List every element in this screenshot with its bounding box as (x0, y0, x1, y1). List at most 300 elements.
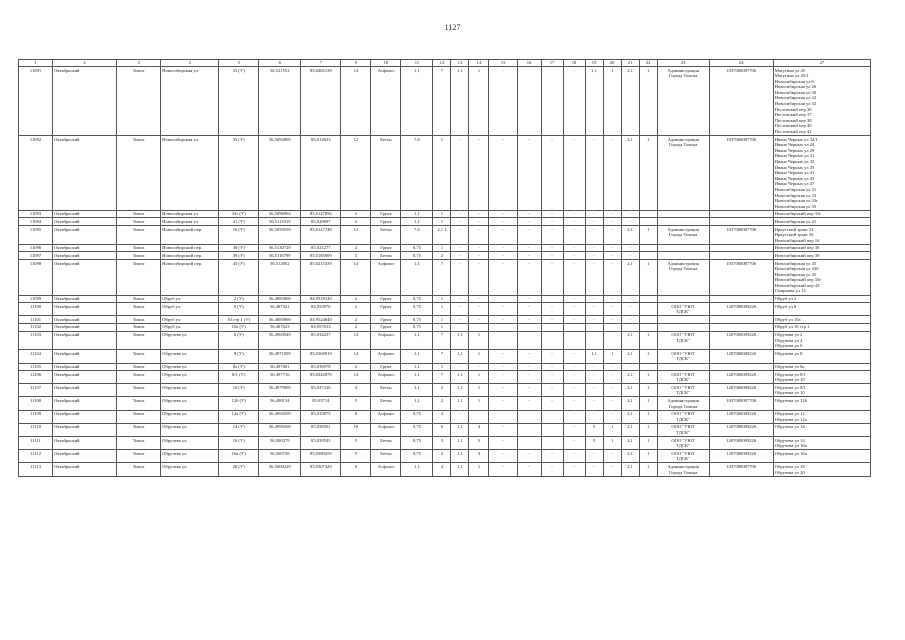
city-cell: Томск (117, 437, 161, 450)
served-address: Новосибирская ул 33г (774, 198, 819, 204)
surface-cell: Бетон (371, 397, 401, 410)
col22-cell: 1 (639, 136, 657, 211)
col14-cell: 5 (469, 437, 489, 450)
surface-cell: Асфальт (371, 463, 401, 476)
table-row (19, 244, 871, 252)
col21-cell: 2,1 (621, 423, 639, 436)
latitude-cell: 56,487623 (259, 323, 301, 331)
column-number-cell: 14 (469, 60, 489, 67)
col18-cell: - (563, 350, 585, 363)
width-cell: 2 (341, 295, 371, 303)
house-cell: 10а (У) (219, 323, 259, 331)
col22-cell: 1 (639, 423, 657, 436)
row-number-cell: 11111 (19, 437, 53, 450)
longitude-cell: 85,0147856 (301, 210, 341, 218)
col20-cell (603, 323, 621, 331)
owner-cell (657, 244, 709, 252)
served-address: Новосибирский пер 33г (774, 211, 822, 217)
col12-cell: 7 (433, 371, 451, 384)
surface-cell: Грунт (371, 210, 401, 218)
col15-cell: - (489, 350, 517, 363)
col19-cell: - (585, 210, 603, 218)
col21-cell: - (621, 210, 639, 218)
table-row (19, 437, 871, 450)
col22-cell (639, 210, 657, 218)
row-number-cell: 11093 (19, 210, 53, 218)
col14-cell: 1 (469, 371, 489, 384)
col12-cell: 2 (433, 450, 451, 463)
col14-cell: - (469, 136, 489, 211)
col12-cell: 1 (433, 218, 451, 226)
col21-cell: 2,1 (621, 384, 639, 397)
city-cell: Томск (117, 295, 161, 303)
table-row (19, 323, 871, 331)
col12-cell: 4 (433, 463, 451, 476)
col21-cell: 2,1 (621, 226, 639, 245)
col17-cell: - (541, 384, 563, 397)
col13-cell: 1,1 (451, 450, 469, 463)
ogrn-cell (709, 295, 773, 303)
street-cell: Обручева ул. (161, 384, 219, 397)
column-number-cell: 16 (517, 60, 541, 67)
col21-cell: - (621, 218, 639, 226)
col16-cell: - (517, 350, 541, 363)
house-cell: 33 (У) (219, 67, 259, 136)
col14-cell (469, 323, 489, 331)
col20-cell: - (603, 136, 621, 211)
house-cell: 14 (У) (219, 423, 259, 436)
col16-cell: - (517, 136, 541, 211)
col19-cell: - (585, 363, 603, 371)
col16-cell (517, 323, 541, 331)
col17-cell: - (541, 244, 563, 252)
width-cell: 2 (341, 363, 371, 371)
col12-cell: 2 (433, 397, 451, 410)
col15-cell: - (489, 384, 517, 397)
col15-cell: - (489, 437, 517, 450)
owner-line: ТДСК" (676, 443, 690, 449)
owner-line: ООО "УЮТ (671, 303, 695, 309)
street-cell: Новосибирская ул. (161, 210, 219, 218)
col18-cell: - (563, 450, 585, 463)
table-row (19, 331, 871, 350)
col13-cell: 1,1 (451, 423, 469, 436)
length-cell: 1,1 (401, 210, 433, 218)
col14-cell: 1 (469, 67, 489, 136)
col19-cell: - (585, 303, 603, 316)
ogrn-cell: 1207000009226 (709, 350, 773, 363)
col13-cell: 1,1 (451, 350, 469, 363)
col13-cell: - (451, 210, 469, 218)
surface-cell: Асфальт (371, 331, 401, 350)
longitude-cell: 85,034237 (301, 331, 341, 350)
house-cell: 33г (У) (219, 210, 259, 218)
owner-line: ООО "УЮТ (671, 350, 695, 356)
col20-cell: - (603, 252, 621, 260)
col22-cell (639, 323, 657, 331)
district-cell: Октябрьский (53, 295, 117, 303)
col18-cell: - (563, 252, 585, 260)
table-row (19, 67, 871, 136)
col17-cell: - (541, 371, 563, 384)
col17-cell: - (541, 397, 563, 410)
column-number-cell: 4 (161, 60, 219, 67)
served-addresses-cell (773, 295, 870, 303)
served-address: Смирнова ул 14 (774, 288, 806, 294)
table-row (19, 218, 871, 226)
col19-cell: - (585, 252, 603, 260)
col15-cell: - (489, 363, 517, 371)
city-cell: Томск (117, 331, 161, 350)
owner-cell (657, 295, 709, 303)
street-cell: Обручева ул. (161, 331, 219, 350)
district-cell: Октябрьский (53, 252, 117, 260)
column-number-cell: 18 (563, 60, 585, 67)
served-address: Новосибирская ул 33 (774, 192, 817, 198)
col17-cell: - (541, 136, 563, 211)
ogrn-cell: 1207000009226 (709, 437, 773, 450)
street-cell: Обручева ул. (161, 363, 219, 371)
col21-cell: - (621, 363, 639, 371)
served-address: Обручева ул 6 (774, 343, 803, 349)
longitude-cell: 84,9524849 (301, 316, 341, 324)
served-address: Новосибирский пер 33г (774, 277, 822, 283)
col13-cell: - (451, 260, 469, 296)
owner-cell (657, 410, 709, 423)
col22-cell (639, 295, 657, 303)
latitude-cell: 56,5096964 (259, 210, 301, 218)
col20-cell: 1 (603, 423, 621, 436)
col19-cell: - (585, 397, 603, 410)
served-address: Новосибирский пер 16 (774, 237, 820, 243)
served-address: Новосибирская ул 45 (774, 271, 817, 277)
col21-cell: - (621, 244, 639, 252)
district-cell: Октябрьский (53, 136, 117, 211)
col16-cell: - (517, 463, 541, 476)
width-cell: 2 (341, 316, 371, 324)
city-cell: Томск (117, 210, 161, 218)
longitude-cell: 84,955976 (301, 303, 341, 316)
longitude-cell: 85,0342879 (301, 371, 341, 384)
owner-cell (657, 363, 709, 371)
table-row (19, 295, 871, 303)
served-address: Матугина ул 45/1 (774, 73, 809, 79)
longitude-cell: 85,020697 (301, 218, 341, 226)
table-row (19, 210, 871, 218)
owner-line: ООО "УЮТ (671, 371, 695, 377)
col12-cell: 7 (433, 260, 451, 296)
served-address: Новосибирская ул 32 (774, 101, 817, 107)
length-cell: 7,6 (401, 226, 433, 245)
city-cell: Томск (117, 450, 161, 463)
width-cell: 2 (341, 323, 371, 331)
street-cell: Новосибирская ул. (161, 218, 219, 226)
col14-cell: - (469, 210, 489, 218)
table-row (19, 371, 871, 384)
ogrn-cell: 1207000009226 (709, 331, 773, 350)
table-row (19, 316, 871, 324)
served-addresses-cell (773, 384, 870, 397)
table-row (19, 410, 871, 423)
ogrn-cell: 1037000087706 (709, 260, 773, 296)
served-address: Обручева ул 4 (774, 337, 803, 343)
owner-line: Города Томска (668, 142, 698, 148)
col22-cell (639, 244, 657, 252)
district-cell: Октябрьский (53, 331, 117, 350)
col20-cell: - (603, 397, 621, 410)
col13-cell: 1,1 (451, 331, 469, 350)
ogrn-cell: 1207000009226 (709, 410, 773, 423)
row-number-cell: 11112 (19, 450, 53, 463)
col18-cell (563, 323, 585, 331)
col13-cell: - (451, 218, 469, 226)
ogrn-cell: 1037000087706 (709, 463, 773, 476)
served-address: Обручева ул 12а (774, 416, 807, 422)
served-addresses-cell (773, 350, 870, 363)
length-cell: 1,1 (401, 363, 433, 371)
owner-cell (657, 371, 709, 384)
col17-cell: - (541, 252, 563, 260)
owner-line: ООО "УЮТ (671, 437, 695, 443)
col15-cell: - (489, 136, 517, 211)
house-cell: 8 (У) (219, 303, 259, 316)
latitude-cell: 56,497681 (259, 363, 301, 371)
district-cell: Октябрьский (53, 423, 117, 436)
surface-cell: Грунт (371, 323, 401, 331)
served-address: Новосибирская ул 41 (774, 218, 817, 224)
street-cell: Обручева ул. (161, 450, 219, 463)
district-cell: Октябрьский (53, 450, 117, 463)
served-address: Обруб ул 10а (774, 316, 801, 322)
served-address: Ивана Черных ул 45 (774, 175, 815, 181)
col20-cell: - (603, 410, 621, 423)
ogrn-cell: 1037000087706 (709, 226, 773, 245)
col14-cell: 1 (469, 463, 489, 476)
col17-cell: - (541, 303, 563, 316)
col22-cell: 1 (639, 463, 657, 476)
owner-cell (657, 260, 709, 296)
district-cell: Октябрьский (53, 410, 117, 423)
city-cell: Томск (117, 323, 161, 331)
longitude-cell: 85,038561 (301, 423, 341, 436)
served-address: Новосибирская ул 31 (774, 186, 817, 192)
owner-cell (657, 136, 709, 211)
col15-cell: - (489, 463, 517, 476)
owner-cell (657, 463, 709, 476)
served-address: Новосибирский пер 43 (774, 282, 820, 288)
column-number-cell: 19 (585, 60, 603, 67)
column-number-cell: 12 (433, 60, 451, 67)
col18-cell: - (563, 244, 585, 252)
col21-cell: 2,1 (621, 136, 639, 211)
col12-cell: 2 (433, 252, 451, 260)
col19-cell: - (585, 226, 603, 245)
column-number-cell: 3 (117, 60, 161, 67)
col16-cell (517, 67, 541, 136)
served-address: Новосибирская ул 35 (774, 203, 817, 209)
owner-cell (657, 437, 709, 450)
city-cell: Томск (117, 226, 161, 245)
district-cell: Октябрьский (53, 260, 117, 296)
served-address: Пестовский пер 42 (774, 129, 812, 135)
street-cell: Новосибирская ул. (161, 67, 219, 136)
served-addresses-cell (773, 244, 870, 252)
served-addresses-cell (773, 463, 870, 476)
col17-cell: - (541, 226, 563, 245)
surface-cell: Бетон (371, 450, 401, 463)
house-cell: 43 (У) (219, 260, 259, 296)
col20-cell: - (603, 316, 621, 324)
col15-cell: - (489, 67, 517, 136)
served-addresses-cell (773, 252, 870, 260)
col19-cell (585, 323, 603, 331)
width-cell: 2 (341, 244, 371, 252)
owner-line: Города Томска (668, 403, 698, 409)
longitude-cell: 85,0215339 (301, 260, 341, 296)
table-row (19, 260, 871, 296)
col21-cell: - (621, 252, 639, 260)
row-number-cell: 11092 (19, 136, 53, 211)
served-address: Новосибирская ул 6 (774, 78, 814, 84)
col22-cell: 1 (639, 226, 657, 245)
table-body (19, 60, 871, 477)
district-cell: Октябрьский (53, 244, 117, 252)
col20-cell: - (603, 303, 621, 316)
column-number-row (19, 60, 871, 67)
street-cell: Обруб ул. (161, 295, 219, 303)
longitude-cell: 85,039545 (301, 437, 341, 450)
district-cell: Октябрьский (53, 463, 117, 476)
served-address: Ивана Черных ул 41 (774, 170, 815, 176)
col12-cell: 1 (433, 295, 451, 303)
col13-cell: 1,1 (451, 384, 469, 397)
served-address: Обручева ул 16а (774, 450, 807, 456)
col18-cell: - (563, 397, 585, 410)
length-cell: 1,1 (401, 463, 433, 476)
col22-cell: 1 (639, 397, 657, 410)
row-number-cell: 11097 (19, 252, 53, 260)
width-cell: 14 (341, 331, 371, 350)
longitude-cell: 85,0465139 (301, 67, 341, 136)
latitude-cell: 56,512852 (259, 260, 301, 296)
ogrn-cell: 1207000009226 (709, 303, 773, 316)
served-address: Обручева ул 8а (774, 364, 805, 369)
served-address: Иркутский тракт 56 (774, 232, 814, 238)
col18-cell: - (563, 210, 585, 218)
ogrn-cell: 1037000087706 (709, 67, 773, 136)
col20-cell: - (603, 463, 621, 476)
owner-cell (657, 252, 709, 260)
owner-cell (657, 397, 709, 410)
served-address: Обручева ул 14 (774, 437, 805, 443)
owner-cell (657, 450, 709, 463)
ogrn-cell: 1037000087706 (709, 397, 773, 410)
col20-cell: - (603, 450, 621, 463)
served-address: Обручева ул 8/1 (774, 384, 806, 390)
length-cell: 0,75 (401, 295, 433, 303)
served-address: Обручева ул 18 (774, 463, 805, 469)
served-address: Пестовский пер 36 (774, 106, 812, 112)
city-cell: Томск (117, 252, 161, 260)
column-number-cell: 1 (19, 60, 53, 67)
served-address: Ивана Черных ул 33 (774, 159, 815, 164)
col17-cell (541, 323, 563, 331)
col16-cell (517, 410, 541, 423)
owner-line: Города Томска (668, 266, 698, 272)
city-cell: Томск (117, 218, 161, 226)
col20-cell: - (603, 371, 621, 384)
served-addresses-cell (773, 136, 870, 211)
ogrn-cell: 1207000009226 (709, 450, 773, 463)
col16-cell: - (517, 316, 541, 324)
col18-cell: - (563, 316, 585, 324)
house-cell: 41 (У) (219, 218, 259, 226)
owner-cell (657, 350, 709, 363)
longitude-cell: 85,036978 (301, 363, 341, 371)
col17-cell: - (541, 350, 563, 363)
col14-cell: - (469, 316, 489, 324)
row-number-cell: 11107 (19, 384, 53, 397)
longitude-cell: 85,035875 (301, 410, 341, 423)
owner-line: ТДСК" (676, 429, 690, 435)
length-cell: 0,75 (401, 437, 433, 450)
street-cell: Обручева ул. (161, 371, 219, 384)
longitude-cell: 84,957633 (301, 323, 341, 331)
owner-cell (657, 218, 709, 226)
table-row (19, 450, 871, 463)
col18-cell: - (563, 136, 585, 211)
length-cell: 1,1 (401, 218, 433, 226)
col13-cell: - (451, 295, 469, 303)
col22-cell: 1 (639, 410, 657, 423)
district-cell: Октябрьский (53, 218, 117, 226)
col19-cell: 1,1 (585, 350, 603, 363)
owner-line: ООО "УЮТ (671, 424, 695, 430)
col21-cell: 2,1 (621, 463, 639, 476)
surface-cell: Грунт (371, 303, 401, 316)
owner-cell (657, 303, 709, 316)
owner-line: ООО "УЮТ (671, 384, 695, 390)
col17-cell (541, 295, 563, 303)
house-cell: 12б (У) (219, 397, 259, 410)
served-address: Ивана Черных ул 31 (774, 153, 815, 159)
page-number: 1127 (444, 23, 461, 32)
col12-cell: 7 (433, 350, 451, 363)
col17-cell (541, 410, 563, 423)
row-number-cell: 11095 (19, 226, 53, 245)
col15-cell: - (489, 252, 517, 260)
col13-cell: 1,1 (451, 371, 469, 384)
length-cell: 1,1 (401, 67, 433, 136)
house-cell: 8 (У) (219, 350, 259, 363)
col12-cell: 1 (433, 210, 451, 218)
col14-cell: 4 (469, 423, 489, 436)
col14-cell: - (469, 244, 489, 252)
longitude-cell: 84,9518149 (301, 295, 341, 303)
col14-cell: - (469, 226, 489, 245)
table-row (19, 463, 871, 476)
length-cell: 1,1 (401, 331, 433, 350)
city-cell: Томск (117, 363, 161, 371)
street-cell: Обручева ул. (161, 397, 219, 410)
col15-cell: - (489, 316, 517, 324)
served-address: Ивана Черных ул 35 (774, 164, 815, 170)
latitude-cell: 56,4963949 (259, 331, 301, 350)
street-cell: Новосибирский пер. (161, 226, 219, 245)
col20-cell: - (603, 295, 621, 303)
surface-cell: Грунт (371, 316, 401, 324)
length-cell: 1,1 (401, 384, 433, 397)
